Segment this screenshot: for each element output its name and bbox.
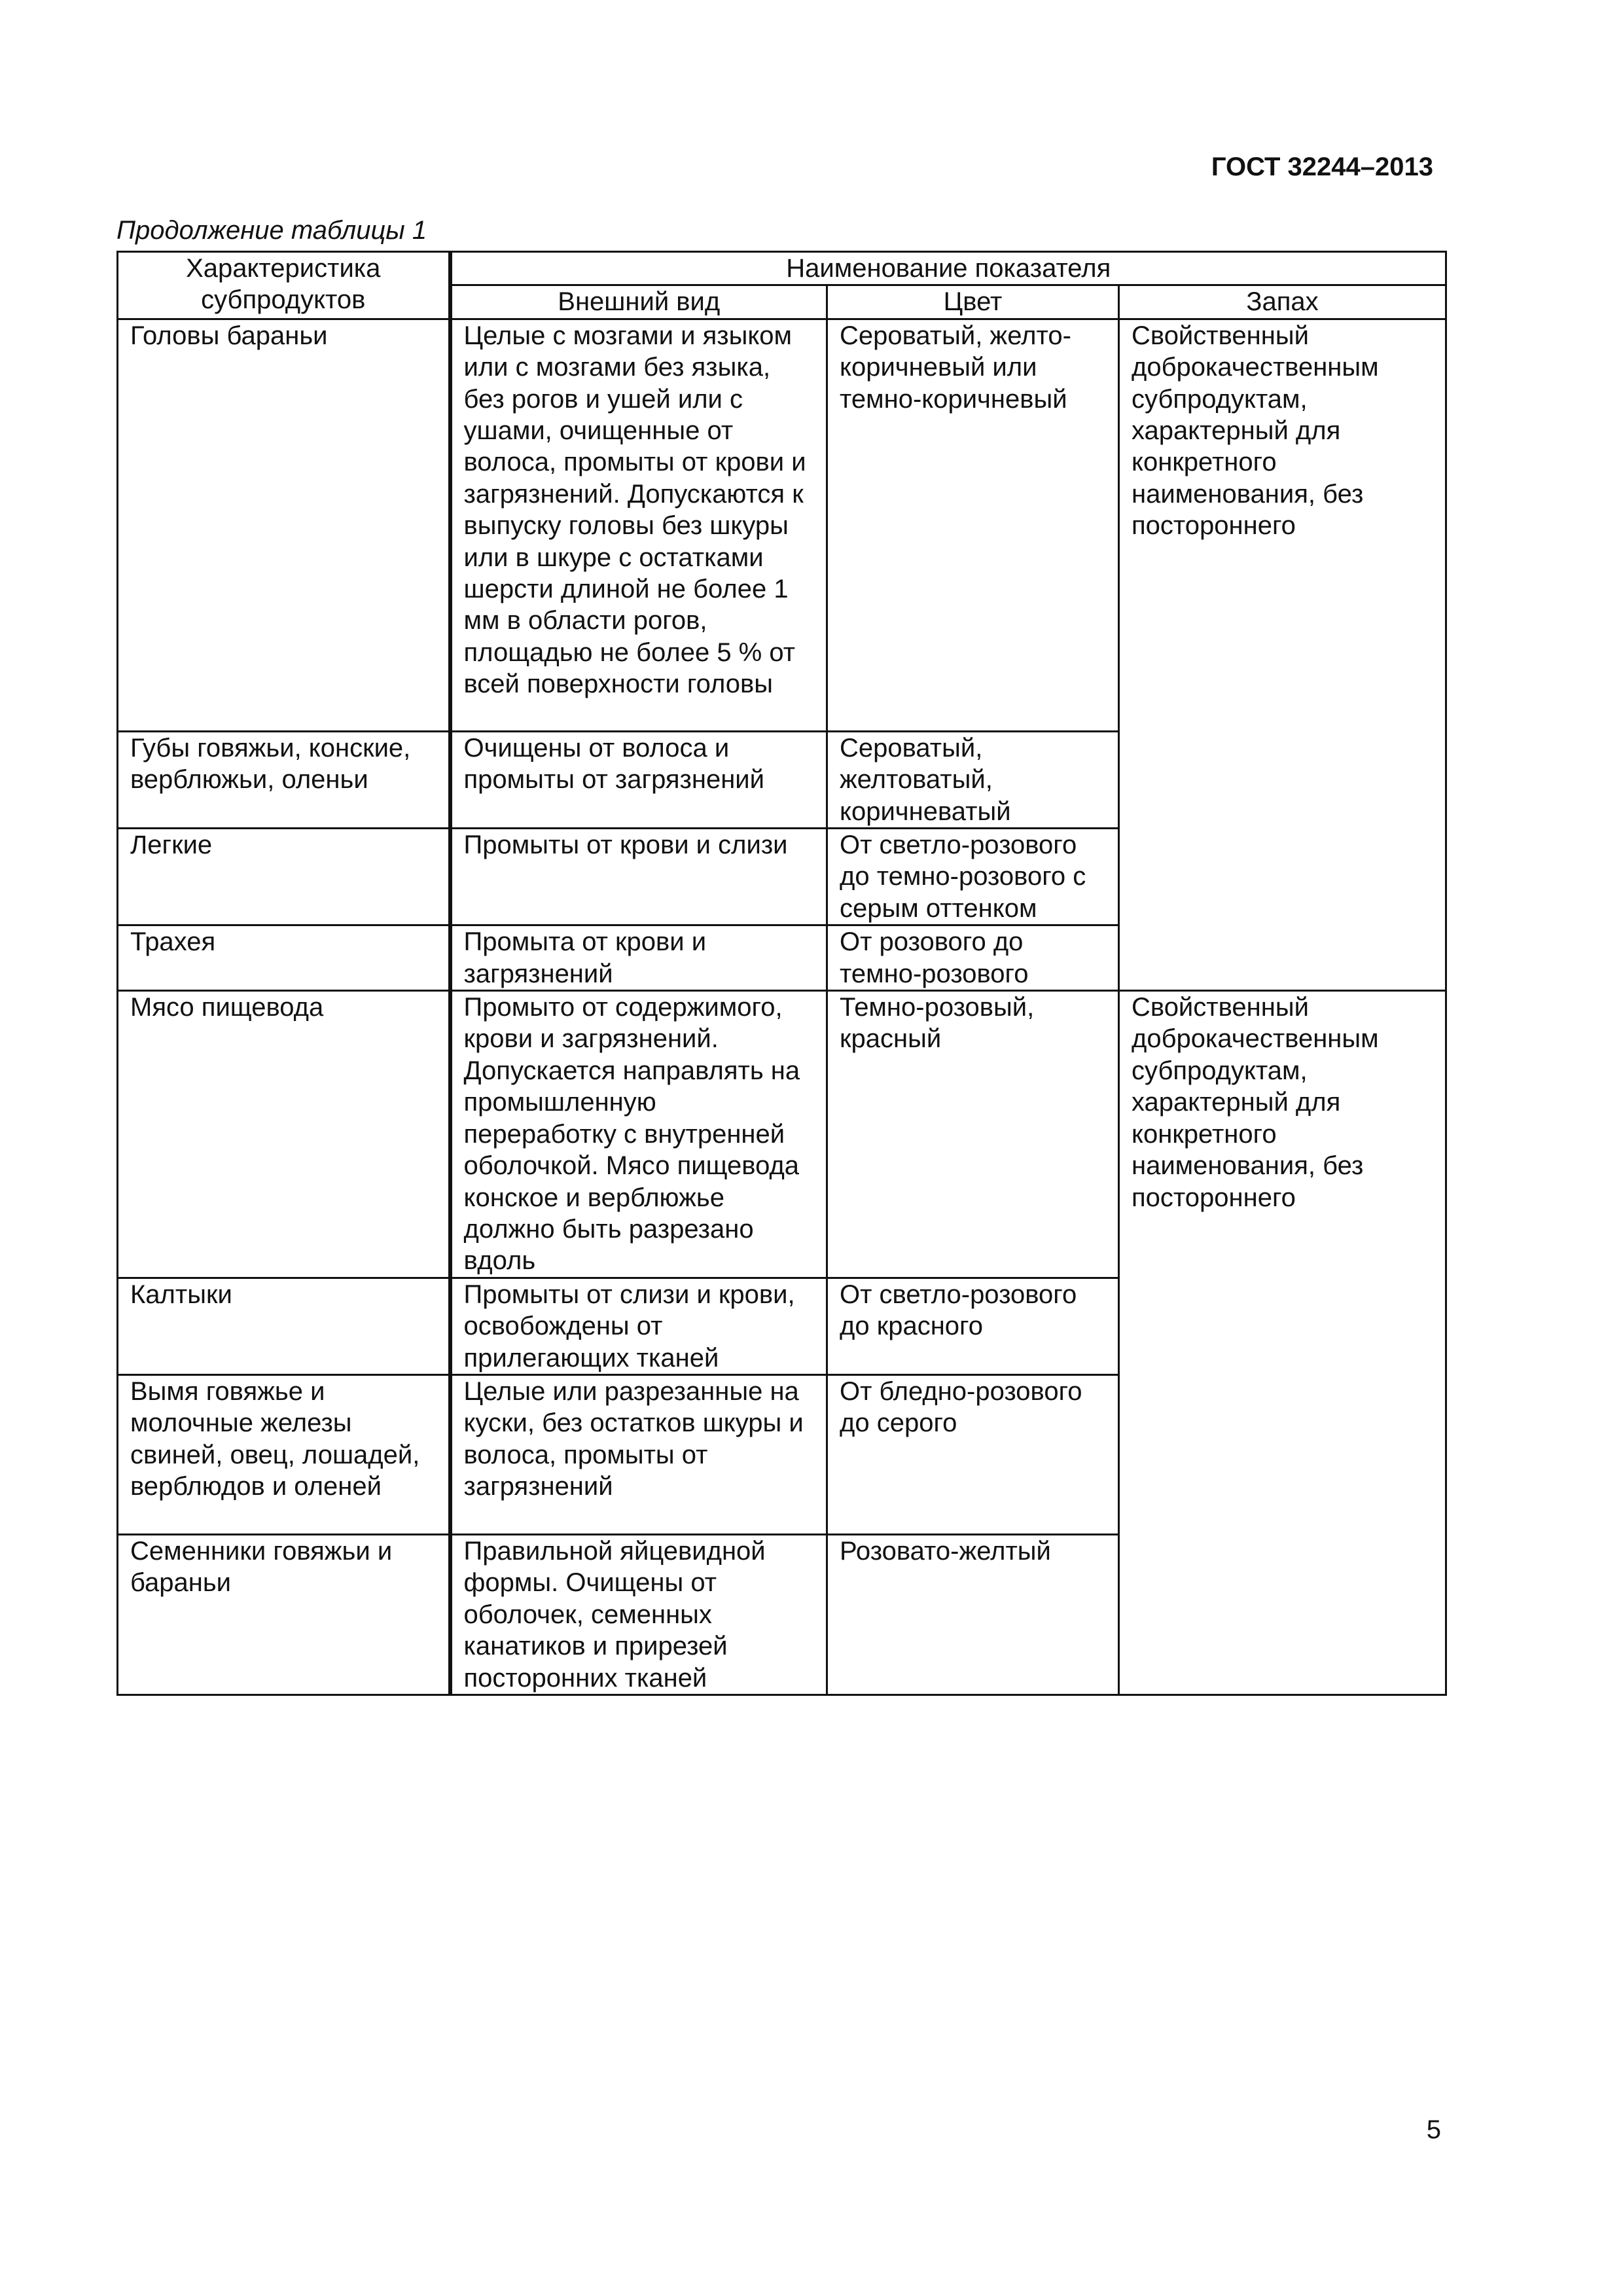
header-appearance: Внешний вид xyxy=(450,285,827,319)
row-color: Сероватый, желто-коричневый или темно-коричневый xyxy=(827,319,1119,731)
row-name: Легкие xyxy=(118,829,450,925)
row-color: Темно-розовый, красный xyxy=(827,991,1119,1278)
header-indicator: Наименование показателя xyxy=(450,252,1446,285)
header-smell: Запах xyxy=(1119,285,1446,319)
row-color: От светло-розового до красного xyxy=(827,1278,1119,1374)
page-number: 5 xyxy=(1426,2115,1441,2144)
row-name: Губы говяжьи, конские, верблюжьи, оленьи xyxy=(118,731,450,828)
row-color: От светло-розового до темно-розового с серым оттенком xyxy=(827,829,1119,925)
row-appearance: Промыты от крови и слизи xyxy=(450,829,827,925)
byproducts-table-container xyxy=(116,251,1445,1693)
row-appearance: Правильной яйцевидной формы. Очищены от оболочек, семенных канатиков и прирезей посторонних тканей xyxy=(450,1534,827,1695)
row-appearance: Целые или разрезанные на куски, без остатков шкуры и волоса, промыты от загрязнений xyxy=(450,1374,827,1534)
row-color: Сероватый, желтоватый, коричневатый xyxy=(827,731,1119,828)
row-name: Семенники говяжьи и бараньи xyxy=(118,1534,450,1695)
row-name: Калтыки xyxy=(118,1278,450,1374)
row-name: Трахея xyxy=(118,925,450,991)
table-row xyxy=(118,319,1446,731)
row-color: От розового до темно-розового xyxy=(827,925,1119,991)
header-characteristic: Характеристика субпродуктов xyxy=(118,252,450,319)
table-row xyxy=(118,991,1446,1278)
byproducts-table xyxy=(116,251,1447,1696)
smell-group-2: Свойственный доброкачественным субпродуктам, характерный для конкретного наименования, без постороннего xyxy=(1119,991,1446,1695)
table-caption: Продолжение таблицы 1 xyxy=(116,216,427,245)
row-appearance: Промыты от слизи и крови, освобождены от прилегающих тканей xyxy=(450,1278,827,1374)
document-code: ГОСТ 32244–2013 xyxy=(1211,152,1433,181)
row-appearance: Промыто от содержимого, крови и загрязнений. Допускается направлять на промышленную переработку с внутренней оболочкой. Мясо пищевода конское и верблюжье должно быть разрезано вдоль xyxy=(450,991,827,1278)
row-appearance: Целые с мозгами и языком или с мозгами без языка, без рогов и ушей или с ушами, очищенные от волоса, промыты от крови и загрязнений. Допускаются к выпуску головы без шкуры или в шкуре с остатками шерсти длиной не более 1 мм в области рогов, площадью не более 5 % от всей поверхности головы xyxy=(450,319,827,731)
row-name: Головы бараньи xyxy=(118,319,450,731)
row-color: От бледно-розового до серого xyxy=(827,1374,1119,1534)
header-color: Цвет xyxy=(827,285,1119,319)
row-name: Вымя говяжье и молочные железы свиней, овец, лошадей, верблюдов и оленей xyxy=(118,1374,450,1534)
row-appearance: Промыта от крови и загрязнений xyxy=(450,925,827,991)
row-appearance: Очищены от волоса и промыты от загрязнений xyxy=(450,731,827,828)
row-color: Розовато-желтый xyxy=(827,1534,1119,1695)
row-name: Мясо пищевода xyxy=(118,991,450,1278)
smell-group-1: Свойственный доброкачественным субпродуктам, характерный для конкретного наименования, без постороннего xyxy=(1119,319,1446,990)
